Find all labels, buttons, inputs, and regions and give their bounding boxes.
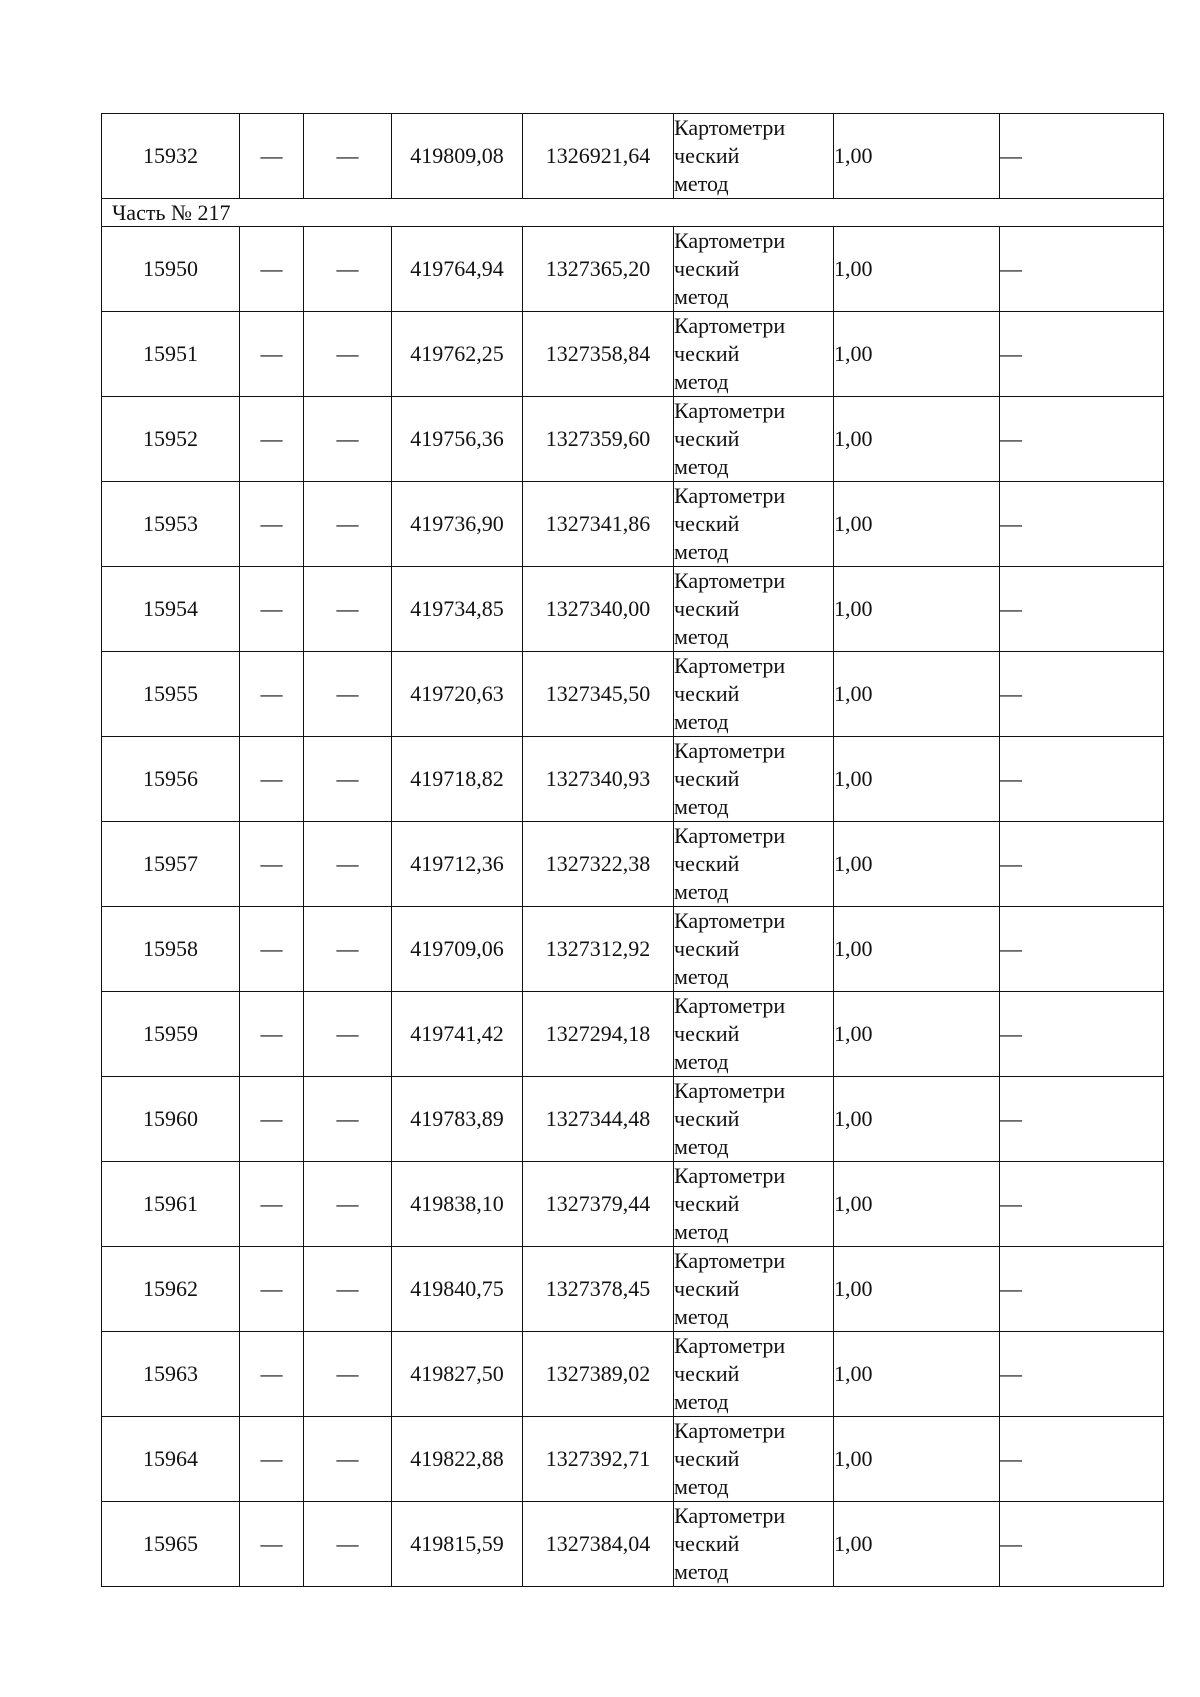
x-coordinate-cell: 419762,25: [392, 312, 523, 397]
method-cell: [674, 567, 834, 652]
method-line: Картометри: [674, 1078, 786, 1103]
x-coordinate-cell: 419815,59: [392, 1502, 523, 1587]
point-number-cell: 15932: [102, 114, 240, 199]
table-row: [102, 1162, 1164, 1247]
y-coordinate-cell: 1327322,38: [523, 822, 674, 907]
table-row: [102, 312, 1164, 397]
method-cell: [674, 312, 834, 397]
dash-cell: —: [304, 567, 392, 652]
point-number-cell: 15950: [102, 227, 240, 312]
method-line: ческий: [674, 426, 740, 451]
dash-cell: —: [240, 397, 304, 482]
y-coordinate-cell: 1327379,44: [523, 1162, 674, 1247]
method-line: Картометри: [674, 653, 786, 678]
dash-cell: —: [1000, 1332, 1164, 1417]
dash-cell: —: [240, 822, 304, 907]
y-coordinate-cell: 1327392,71: [523, 1417, 674, 1502]
y-coordinate-cell: 1327384,04: [523, 1502, 674, 1587]
method-cell: [674, 482, 834, 567]
table-row: [102, 737, 1164, 822]
accuracy-cell: 1,00: [834, 1162, 1000, 1247]
dash-cell: —: [240, 567, 304, 652]
point-number-cell: 15952: [102, 397, 240, 482]
method-cell: [674, 1162, 834, 1247]
accuracy-cell: 1,00: [834, 1077, 1000, 1162]
dash-cell: —: [240, 227, 304, 312]
method-line: метод: [674, 284, 729, 309]
point-number-cell: 15961: [102, 1162, 240, 1247]
table-row: [102, 652, 1164, 737]
y-coordinate-cell: 1326921,64: [523, 114, 674, 199]
dash-cell: —: [240, 737, 304, 822]
method-line: метод: [674, 369, 729, 394]
dash-cell: —: [304, 397, 392, 482]
table-row: [102, 1247, 1164, 1332]
table-row: [102, 1417, 1164, 1502]
dash-cell: —: [240, 312, 304, 397]
dash-cell: —: [240, 1417, 304, 1502]
method-line: ческий: [674, 511, 740, 536]
x-coordinate-cell: 419838,10: [392, 1162, 523, 1247]
method-cell: [674, 907, 834, 992]
method-cell: [674, 992, 834, 1077]
dash-cell: —: [304, 652, 392, 737]
method-line: метод: [674, 1049, 729, 1074]
dash-cell: —: [240, 652, 304, 737]
point-number-cell: 15953: [102, 482, 240, 567]
table-row: [102, 1077, 1164, 1162]
method-cell: [674, 737, 834, 822]
method-line: метод: [674, 1559, 729, 1584]
dash-cell: —: [240, 1077, 304, 1162]
method-line: ческий: [674, 143, 740, 168]
part-header-row: [102, 199, 1164, 227]
method-cell: [674, 1247, 834, 1332]
point-number-cell: 15957: [102, 822, 240, 907]
method-line: метод: [674, 539, 729, 564]
method-line: Картометри: [674, 1248, 786, 1273]
method-line: Картометри: [674, 823, 786, 848]
dash-cell: —: [1000, 652, 1164, 737]
coordinates-table: [101, 113, 1164, 1587]
method-line: метод: [674, 794, 729, 819]
y-coordinate-cell: 1327294,18: [523, 992, 674, 1077]
table-row: [102, 482, 1164, 567]
y-coordinate-cell: 1327312,92: [523, 907, 674, 992]
table-row: [102, 114, 1164, 199]
point-number-cell: 15965: [102, 1502, 240, 1587]
method-line: ческий: [674, 851, 740, 876]
method-line: Картометри: [674, 908, 786, 933]
method-line: метод: [674, 624, 729, 649]
method-line: Картометри: [674, 993, 786, 1018]
method-line: Картометри: [674, 1503, 786, 1528]
x-coordinate-cell: 419764,94: [392, 227, 523, 312]
y-coordinate-cell: 1327365,20: [523, 227, 674, 312]
dash-cell: —: [240, 1247, 304, 1332]
accuracy-cell: 1,00: [834, 992, 1000, 1077]
point-number-cell: 15963: [102, 1332, 240, 1417]
method-line: Картометри: [674, 738, 786, 763]
method-line: Картометри: [674, 568, 786, 593]
method-line: Картометри: [674, 313, 786, 338]
dash-cell: —: [304, 312, 392, 397]
method-line: ческий: [674, 1106, 740, 1131]
dash-cell: —: [1000, 397, 1164, 482]
accuracy-cell: 1,00: [834, 567, 1000, 652]
method-line: ческий: [674, 341, 740, 366]
x-coordinate-cell: 419809,08: [392, 114, 523, 199]
method-line: ческий: [674, 936, 740, 961]
point-number-cell: 15956: [102, 737, 240, 822]
dash-cell: —: [304, 1332, 392, 1417]
x-coordinate-cell: 419827,50: [392, 1332, 523, 1417]
method-line: метод: [674, 1219, 729, 1244]
method-line: метод: [674, 709, 729, 734]
method-line: метод: [674, 454, 729, 479]
y-coordinate-cell: 1327345,50: [523, 652, 674, 737]
point-number-cell: 15955: [102, 652, 240, 737]
method-line: метод: [674, 1134, 729, 1159]
method-line: ческий: [674, 596, 740, 621]
method-line: ческий: [674, 766, 740, 791]
dash-cell: —: [304, 822, 392, 907]
x-coordinate-cell: 419741,42: [392, 992, 523, 1077]
method-line: ческий: [674, 1191, 740, 1216]
dash-cell: —: [1000, 1162, 1164, 1247]
accuracy-cell: 1,00: [834, 1332, 1000, 1417]
table-row: [102, 397, 1164, 482]
point-number-cell: 15951: [102, 312, 240, 397]
method-cell: [674, 227, 834, 312]
dash-cell: —: [304, 1247, 392, 1332]
table-row: [102, 822, 1164, 907]
table-row: [102, 907, 1164, 992]
point-number-cell: 15964: [102, 1417, 240, 1502]
method-line: метод: [674, 171, 729, 196]
x-coordinate-cell: 419783,89: [392, 1077, 523, 1162]
method-cell: [674, 397, 834, 482]
x-coordinate-cell: 419822,88: [392, 1417, 523, 1502]
point-number-cell: 15960: [102, 1077, 240, 1162]
dash-cell: —: [304, 1502, 392, 1587]
x-coordinate-cell: 419709,06: [392, 907, 523, 992]
table-row: [102, 1332, 1164, 1417]
accuracy-cell: 1,00: [834, 822, 1000, 907]
dash-cell: —: [1000, 737, 1164, 822]
accuracy-cell: 1,00: [834, 397, 1000, 482]
method-line: Картометри: [674, 228, 786, 253]
table-row: [102, 227, 1164, 312]
point-number-cell: 15954: [102, 567, 240, 652]
dash-cell: —: [1000, 114, 1164, 199]
method-line: Картометри: [674, 1163, 786, 1188]
accuracy-cell: 1,00: [834, 907, 1000, 992]
y-coordinate-cell: 1327378,45: [523, 1247, 674, 1332]
dash-cell: —: [304, 737, 392, 822]
dash-cell: —: [1000, 227, 1164, 312]
dash-cell: —: [1000, 907, 1164, 992]
dash-cell: —: [1000, 312, 1164, 397]
method-line: метод: [674, 1389, 729, 1414]
x-coordinate-cell: 419734,85: [392, 567, 523, 652]
method-line: ческий: [674, 1021, 740, 1046]
method-cell: [674, 1417, 834, 1502]
method-cell: [674, 114, 834, 199]
dash-cell: —: [304, 227, 392, 312]
dash-cell: —: [240, 907, 304, 992]
method-line: метод: [674, 1304, 729, 1329]
table-row: [102, 1502, 1164, 1587]
method-line: Картометри: [674, 398, 786, 423]
method-line: ческий: [674, 1276, 740, 1301]
method-line: ческий: [674, 256, 740, 281]
accuracy-cell: 1,00: [834, 1247, 1000, 1332]
point-number-cell: 15958: [102, 907, 240, 992]
dash-cell: —: [1000, 482, 1164, 567]
x-coordinate-cell: 419720,63: [392, 652, 523, 737]
method-line: Картометри: [674, 115, 786, 140]
dash-cell: —: [1000, 1077, 1164, 1162]
y-coordinate-cell: 1327340,93: [523, 737, 674, 822]
method-line: метод: [674, 964, 729, 989]
method-line: ческий: [674, 1446, 740, 1471]
y-coordinate-cell: 1327341,86: [523, 482, 674, 567]
dash-cell: —: [240, 482, 304, 567]
method-cell: [674, 822, 834, 907]
method-line: Картометри: [674, 1333, 786, 1358]
dash-cell: —: [240, 1502, 304, 1587]
method-cell: [674, 1077, 834, 1162]
method-line: Картометри: [674, 483, 786, 508]
table-row: [102, 567, 1164, 652]
method-cell: [674, 1502, 834, 1587]
dash-cell: —: [1000, 567, 1164, 652]
y-coordinate-cell: 1327340,00: [523, 567, 674, 652]
method-line: ческий: [674, 1531, 740, 1556]
accuracy-cell: 1,00: [834, 737, 1000, 822]
dash-cell: —: [240, 1332, 304, 1417]
dash-cell: —: [1000, 1247, 1164, 1332]
dash-cell: —: [240, 114, 304, 199]
accuracy-cell: 1,00: [834, 114, 1000, 199]
method-line: ческий: [674, 1361, 740, 1386]
dash-cell: —: [240, 1162, 304, 1247]
dash-cell: —: [1000, 822, 1164, 907]
part-label: Часть № 217: [102, 199, 1164, 227]
x-coordinate-cell: 419718,82: [392, 737, 523, 822]
dash-cell: —: [304, 992, 392, 1077]
y-coordinate-cell: 1327389,02: [523, 1332, 674, 1417]
dash-cell: —: [304, 114, 392, 199]
point-number-cell: 15959: [102, 992, 240, 1077]
x-coordinate-cell: 419840,75: [392, 1247, 523, 1332]
method-line: ческий: [674, 681, 740, 706]
y-coordinate-cell: 1327344,48: [523, 1077, 674, 1162]
accuracy-cell: 1,00: [834, 1417, 1000, 1502]
table-row: [102, 992, 1164, 1077]
point-number-cell: 15962: [102, 1247, 240, 1332]
accuracy-cell: 1,00: [834, 652, 1000, 737]
dash-cell: —: [304, 482, 392, 567]
method-cell: [674, 1332, 834, 1417]
dash-cell: —: [1000, 1417, 1164, 1502]
method-line: метод: [674, 1474, 729, 1499]
dash-cell: —: [1000, 992, 1164, 1077]
dash-cell: —: [1000, 1502, 1164, 1587]
x-coordinate-cell: 419736,90: [392, 482, 523, 567]
dash-cell: —: [304, 1417, 392, 1502]
dash-cell: —: [240, 992, 304, 1077]
accuracy-cell: 1,00: [834, 482, 1000, 567]
method-line: метод: [674, 879, 729, 904]
accuracy-cell: 1,00: [834, 227, 1000, 312]
method-cell: [674, 652, 834, 737]
y-coordinate-cell: 1327358,84: [523, 312, 674, 397]
accuracy-cell: 1,00: [834, 1502, 1000, 1587]
dash-cell: —: [304, 1162, 392, 1247]
accuracy-cell: 1,00: [834, 312, 1000, 397]
dash-cell: —: [304, 1077, 392, 1162]
table-body: [102, 114, 1164, 1587]
y-coordinate-cell: 1327359,60: [523, 397, 674, 482]
method-line: Картометри: [674, 1418, 786, 1443]
dash-cell: —: [304, 907, 392, 992]
x-coordinate-cell: 419712,36: [392, 822, 523, 907]
x-coordinate-cell: 419756,36: [392, 397, 523, 482]
